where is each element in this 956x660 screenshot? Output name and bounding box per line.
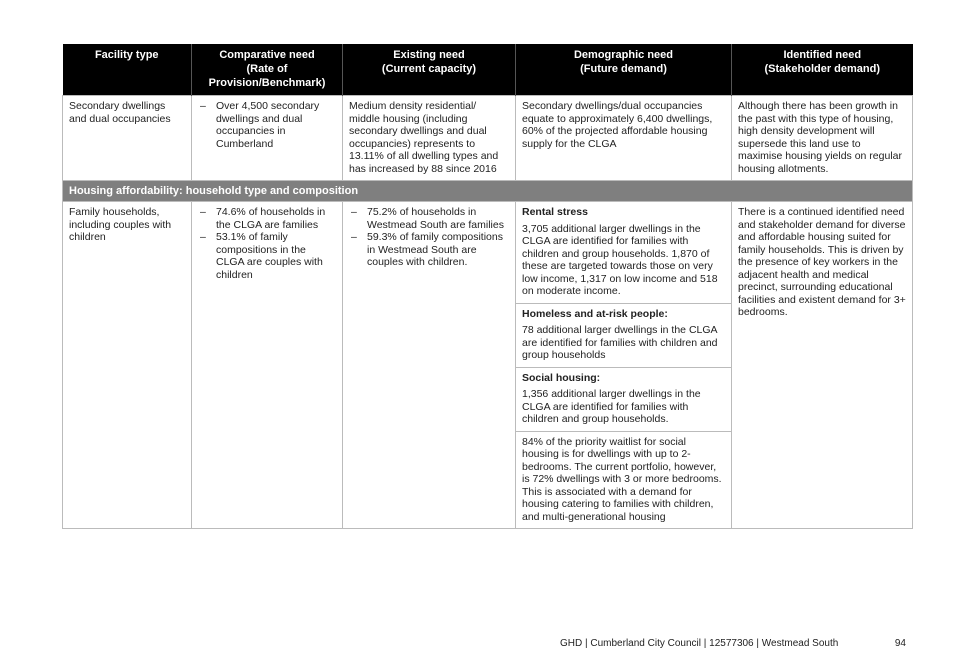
facility-cell: Secondary dwellings and dual occupancies <box>63 96 192 181</box>
header-identified-need: Identified need (Stakeholder demand) <box>732 44 913 96</box>
header-existing-need: Existing need (Current capacity) <box>343 44 516 96</box>
list-item: – Over 4,500 secondary dwellings and dual occupancies in Cumberland <box>200 100 320 150</box>
demographic-block-rental-stress: Rental stress 3,705 additional larger dwellings in the CLGA are identified for families with children and group households. 1,870 of these are targeted towards those on very low income, 1,317 on low income and 518 on moderate income. <box>522 206 718 297</box>
table-row <box>63 202 913 529</box>
identified-cell: Although there has been growth in the past with this type of housing, high density development will supersede this land use to maximise housing yields on regular housing allotments. <box>732 96 913 181</box>
existing-cell <box>343 202 516 529</box>
section-title: Housing affordability: household type and composition <box>63 181 913 202</box>
demographic-block-homeless: Homeless and at-risk people: 78 additional larger dwellings in the CLGA are identified for families with children and group households <box>516 303 731 367</box>
list-item: – 53.1% of family compositions in the CLGA are couples with children <box>200 231 323 281</box>
list-item: – 59.3% of family compositions in Westmead South are couples with children. <box>351 231 503 268</box>
page-number: 94 <box>894 638 906 649</box>
list-item: – 75.2% of households in Westmead South are families <box>351 206 504 231</box>
header-demographic-need: Demographic need (Future demand) <box>516 44 732 96</box>
list-item: – 74.6% of households in the CLGA are families <box>200 206 326 231</box>
needs-table <box>62 44 913 529</box>
header-comparative-need: Comparative need (Rate of Provision/Benchmark) <box>192 44 343 96</box>
header-facility-type: Facility type <box>63 44 192 96</box>
demographic-cell: Secondary dwellings/dual occupancies equate to approximately 6,400 dwellings, 60% of the projected affordable housing supply for the CLGA <box>516 96 732 181</box>
section-row <box>63 181 913 202</box>
facility-cell: Family households, including couples with children <box>63 202 192 529</box>
demographic-block-social-housing: Social housing: 1,356 additional larger dwellings in the CLGA are identified for families with children and group households. <box>516 367 731 431</box>
demographic-block-waitlist: 84% of the priority waitlist for social housing is for dwellings with up to 2-bedrooms. The current portfolio, however, is 72% dwellings with 3 or more bedrooms. This is associated with a demand for housing catering to families with children, and multi-generational housing <box>516 431 731 529</box>
table-row <box>63 96 913 181</box>
demographic-cell <box>516 202 732 529</box>
comparative-cell <box>192 96 343 181</box>
comparative-cell <box>192 202 343 529</box>
identified-cell: There is a continued identified need and stakeholder demand for diverse and affordable housing suited for family households. This is driven by the presence of key workers in the adjacent health and medical precinct, surrounding educational facilities and existent demand for 3+ bedrooms. <box>732 202 913 529</box>
page-footer <box>560 638 910 649</box>
existing-cell: Medium density residential/ middle housing (including secondary dwellings and dual occupancies) represents to 13.11% of all dwelling types and has increased by 88 since 2016 <box>343 96 516 181</box>
header-row <box>63 44 913 96</box>
footer-text: GHD | Cumberland City Council | 12577306 | Westmead South <box>560 638 839 649</box>
